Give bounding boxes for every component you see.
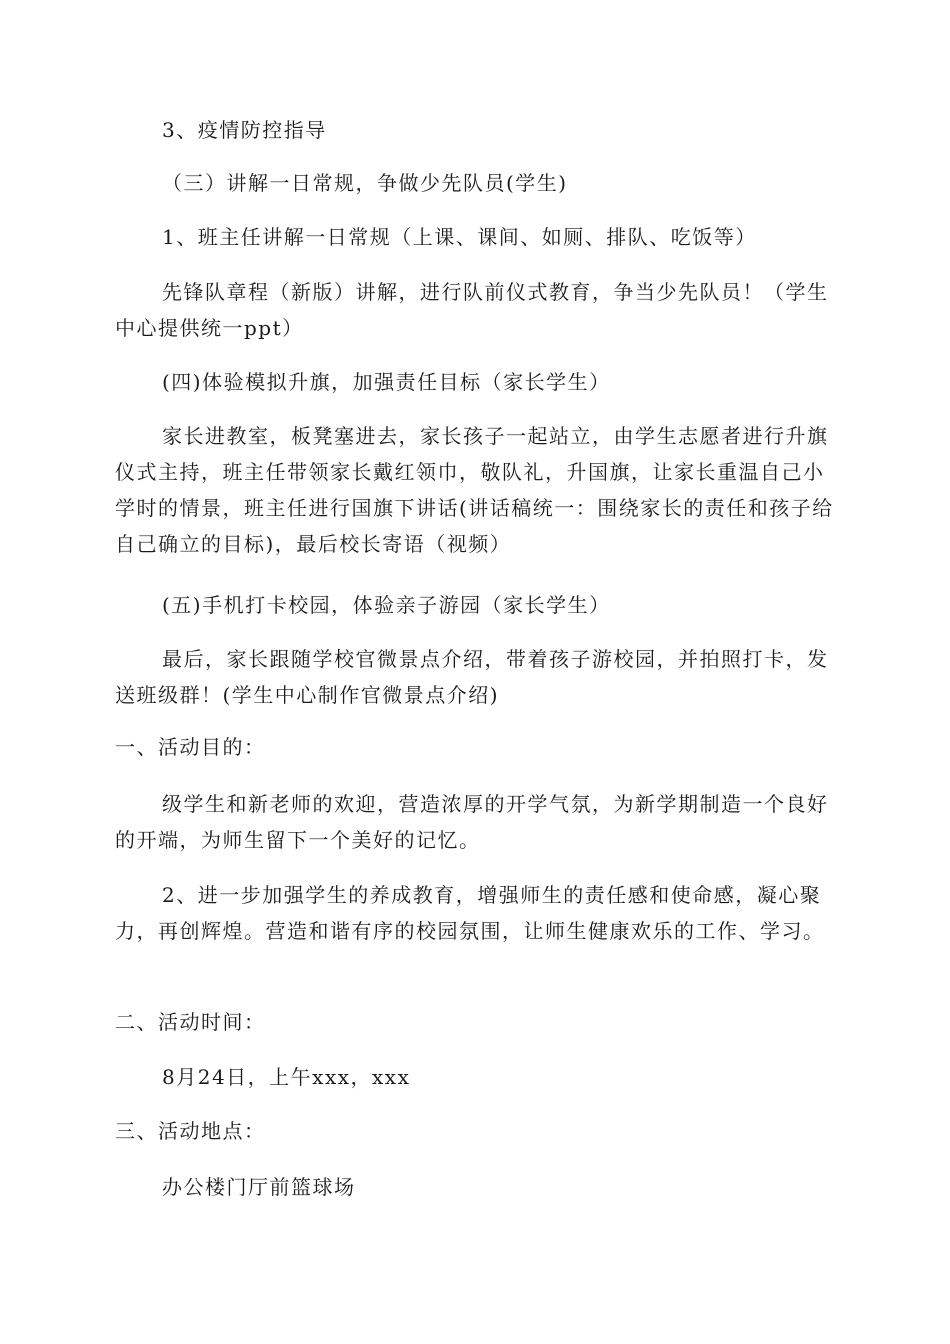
section-heading-five: (五)手机打卡校园，体验亲子游园（家长学生） bbox=[162, 593, 611, 617]
paragraph-purpose-two: 2、进一步加强学生的养成教育，增强师生的责任感和使命感，凝心聚力，再创辉煌。营造和谐有序的校园氛围，让师生健康欢乐的工作、学习。 bbox=[115, 883, 825, 943]
paragraph-activity-location: 办公楼门厅前篮球场 bbox=[162, 1175, 356, 1199]
paragraph-epidemic-guidance: 3、疫情防控指导 bbox=[162, 118, 327, 142]
heading-activity-purpose: 一、活动目的： bbox=[115, 735, 266, 759]
paragraph-pioneer-charter: 先锋队章程（新版）讲解，进行队前仪式教育，争当少先队员！（学生中心提供统一ppt） bbox=[115, 280, 829, 340]
section-heading-four: (四)体验模拟升旗，加强责任目标（家长学生） bbox=[162, 370, 611, 394]
paragraph-flag-raising: 家长进教室，板凳塞进去，家长孩子一起站立，由学生志愿者进行升旗仪式主持，班主任带领家长戴红领巾，敬队礼，升国旗，让家长重温自己小学时的情景，班主任进行国旗下讲话(讲话稿统一：围绕家长的责任和孩子给自己确立的目标)，最后校长寄语（视频） bbox=[115, 424, 834, 556]
paragraph-purpose-one: 级学生和新老师的欢迎，营造浓厚的开学气氛，为新学期制造一个良好的开端，为师生留下一个美好的记忆。 bbox=[115, 792, 829, 852]
paragraph-campus-tour: 最后，家长跟随学校官微景点介绍，带着孩子游校园，并拍照打卡，发送班级群！(学生中心制作官微景点介绍) bbox=[115, 647, 829, 707]
heading-activity-time: 二、活动时间： bbox=[115, 1010, 266, 1034]
section-heading-three: （三）讲解一日常规，争做少先队员(学生) bbox=[162, 171, 568, 195]
heading-activity-location: 三、活动地点： bbox=[115, 1119, 266, 1143]
paragraph-activity-time: 8月24日，上午xxx，xxx bbox=[162, 1065, 411, 1089]
paragraph-daily-routine: 1、班主任讲解一日常规（上课、课间、如厕、排队、吃饭等） bbox=[162, 225, 757, 249]
